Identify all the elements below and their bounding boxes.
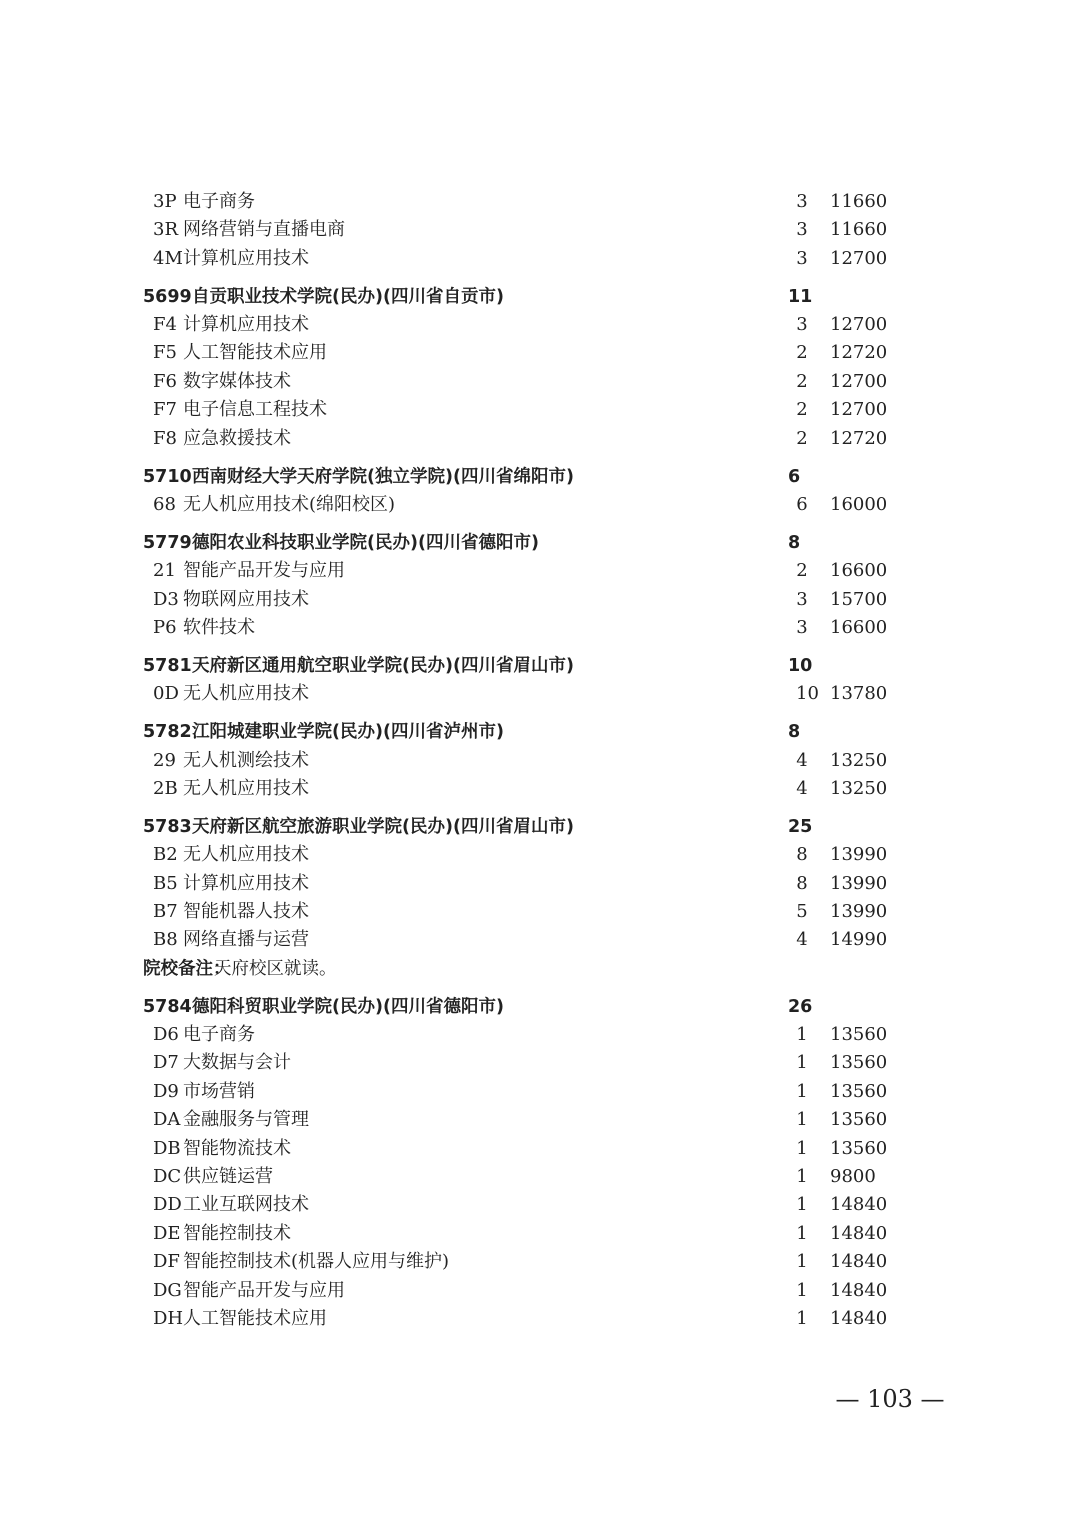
major-tuition: 12700 <box>830 314 888 336</box>
major-code: DH <box>153 1307 184 1329</box>
major-tuition: 12720 <box>830 342 888 364</box>
major-name: 无人机应用技术(绵阳校区) <box>183 493 396 515</box>
major-tuition: 12700 <box>830 399 888 421</box>
major-tuition: 11660 <box>830 191 888 212</box>
major-row <box>0 1106 1080 1134</box>
major-name: 智能物流技术 <box>183 1137 291 1159</box>
major-code: D9 <box>153 1080 179 1102</box>
major-tuition: 13250 <box>830 749 888 771</box>
school-header-row <box>0 718 1080 746</box>
major-code: F5 <box>153 342 177 364</box>
major-tuition: 14840 <box>830 1222 888 1244</box>
school-group <box>0 652 1080 709</box>
major-plan-count: 2 <box>796 399 808 421</box>
major-plan-count: 3 <box>796 191 808 212</box>
school-name: 德阳科贸职业学院(民办)(四川省德阳市) <box>192 996 504 1017</box>
school-group <box>0 993 1080 1334</box>
major-tuition: 12700 <box>830 370 888 392</box>
major-plan-count: 3 <box>796 219 808 241</box>
major-plan-count: 1 <box>796 1024 808 1046</box>
major-tuition: 13990 <box>830 872 888 894</box>
major-tuition: 13990 <box>830 900 888 922</box>
major-plan-count: 1 <box>796 1279 808 1301</box>
major-row <box>0 775 1080 803</box>
major-code: 4M <box>153 247 183 269</box>
major-plan-count: 1 <box>796 1166 808 1187</box>
school-group <box>0 529 1080 643</box>
major-code: 21 <box>153 560 176 582</box>
major-code: DG <box>153 1279 182 1301</box>
school-code: 5779 <box>143 532 192 553</box>
major-code: B5 <box>153 872 178 894</box>
major-tuition: 9800 <box>830 1166 876 1187</box>
major-code: 3P <box>153 191 177 212</box>
major-plan-count: 3 <box>796 314 808 336</box>
major-plan-count: 6 <box>796 493 808 515</box>
major-row <box>0 926 1080 954</box>
major-plan-count: 1 <box>796 1251 808 1273</box>
major-tuition: 13250 <box>830 777 888 799</box>
major-row <box>0 586 1080 614</box>
major-plan-count: 1 <box>796 1222 808 1244</box>
major-row <box>0 491 1080 519</box>
school-code: 5699 <box>143 286 192 307</box>
major-plan-count: 3 <box>796 588 808 610</box>
major-code: P6 <box>153 616 177 638</box>
major-tuition: 14840 <box>830 1194 888 1216</box>
major-row <box>0 870 1080 898</box>
major-row <box>0 339 1080 367</box>
major-name: 网络营销与直播电商 <box>183 219 345 241</box>
major-name: 无人机测绘技术 <box>183 749 309 771</box>
major-plan-count: 4 <box>796 777 808 799</box>
major-name: 工业互联网技术 <box>183 1194 309 1216</box>
major-tuition: 11660 <box>830 219 888 241</box>
major-tuition: 12720 <box>830 427 888 449</box>
major-plan-count: 1 <box>796 1109 808 1131</box>
major-code: DF <box>153 1251 180 1273</box>
major-name: 计算机应用技术 <box>183 872 309 894</box>
major-row <box>0 614 1080 642</box>
major-name: 电子信息工程技术 <box>183 399 327 421</box>
school-group <box>0 813 1080 983</box>
major-tuition: 12700 <box>830 247 888 269</box>
school-note-text: 天府校区就读。 <box>214 958 337 979</box>
school-name: 江阳城建职业学院(民办)(四川省泸州市) <box>192 722 504 743</box>
school-plan-count: 11 <box>788 286 813 307</box>
major-code: DB <box>153 1137 181 1159</box>
major-tuition: 16000 <box>830 493 888 515</box>
major-row <box>0 1220 1080 1248</box>
school-name: 自贡职业技术学院(民办)(四川省自贡市) <box>192 286 504 307</box>
major-code: DD <box>153 1194 182 1216</box>
major-name: 电子商务 <box>183 1024 255 1046</box>
school-name: 天府新区航空旅游职业学院(民办)(四川省眉山市) <box>192 816 574 837</box>
major-tuition: 14840 <box>830 1251 888 1273</box>
school-plan-count: 25 <box>788 816 813 837</box>
major-row <box>0 841 1080 869</box>
school-header-row <box>0 813 1080 841</box>
school-plan-count: 10 <box>788 655 813 676</box>
school-group <box>0 463 1080 520</box>
major-row <box>0 898 1080 926</box>
major-tuition: 16600 <box>830 616 888 638</box>
major-name: 智能产品开发与应用 <box>183 560 345 582</box>
major-plan-count: 10 <box>796 683 819 705</box>
major-row <box>0 1277 1080 1305</box>
major-plan-count: 5 <box>796 900 808 922</box>
major-plan-count: 3 <box>796 616 808 638</box>
major-row <box>0 188 1080 216</box>
major-tuition: 15700 <box>830 588 888 610</box>
school-header-row <box>0 652 1080 680</box>
major-row <box>0 311 1080 339</box>
school-group <box>0 188 1080 273</box>
major-plan-count: 1 <box>796 1052 808 1074</box>
major-row <box>0 216 1080 244</box>
major-code: B7 <box>153 900 178 922</box>
major-tuition: 14840 <box>830 1279 888 1301</box>
school-plan-count: 6 <box>788 466 801 487</box>
major-row <box>0 1191 1080 1219</box>
major-plan-count: 2 <box>796 560 808 582</box>
major-tuition: 13560 <box>830 1137 888 1159</box>
major-plan-count: 1 <box>796 1137 808 1159</box>
major-plan-count: 8 <box>796 872 808 894</box>
major-name: 物联网应用技术 <box>183 588 309 610</box>
major-row <box>0 245 1080 273</box>
major-row <box>0 1021 1080 1049</box>
major-plan-count: 8 <box>796 844 808 866</box>
major-row <box>0 1049 1080 1077</box>
major-name: 网络直播与运营 <box>183 929 309 951</box>
major-code: D3 <box>153 588 179 610</box>
major-row <box>0 1248 1080 1276</box>
major-row <box>0 747 1080 775</box>
major-code: 0D <box>153 683 179 705</box>
school-group <box>0 283 1080 453</box>
major-row <box>0 1163 1080 1191</box>
school-group <box>0 718 1080 803</box>
major-code: 2B <box>153 777 178 799</box>
major-row <box>0 1305 1080 1333</box>
major-row <box>0 1078 1080 1106</box>
major-name: 应急救援技术 <box>183 427 291 449</box>
school-note <box>0 955 1080 983</box>
major-name: 无人机应用技术 <box>183 683 309 705</box>
page-number: — 103 — <box>835 1385 945 1413</box>
major-code: 3R <box>153 219 179 241</box>
major-name: 智能控制技术(机器人应用与维护) <box>183 1251 450 1273</box>
major-code: DE <box>153 1222 181 1244</box>
major-tuition: 13990 <box>830 844 888 866</box>
major-name: 市场营销 <box>183 1080 255 1102</box>
school-plan-count: 8 <box>788 532 801 553</box>
major-row <box>0 425 1080 453</box>
major-row <box>0 1135 1080 1163</box>
school-name: 天府新区通用航空职业学院(民办)(四川省眉山市) <box>192 655 574 676</box>
major-tuition: 13560 <box>830 1052 888 1074</box>
major-name: 无人机应用技术 <box>183 777 309 799</box>
major-tuition: 13560 <box>830 1080 888 1102</box>
major-plan-count: 2 <box>796 427 808 449</box>
major-name: 智能机器人技术 <box>183 900 309 922</box>
school-note-label: 院校备注： <box>143 958 231 979</box>
school-name: 德阳农业科技职业学院(民办)(四川省德阳市) <box>192 532 539 553</box>
major-plan-count: 1 <box>796 1307 808 1329</box>
major-tuition: 14840 <box>830 1307 888 1329</box>
major-plan-count: 3 <box>796 247 808 269</box>
major-name: 人工智能技术应用 <box>183 342 327 364</box>
major-plan-count: 1 <box>796 1080 808 1102</box>
major-name: 智能产品开发与应用 <box>183 1279 345 1301</box>
major-code: 29 <box>153 749 176 771</box>
school-code: 5781 <box>143 655 192 676</box>
major-code: B2 <box>153 844 178 866</box>
major-tuition: 16600 <box>830 560 888 582</box>
major-code: B8 <box>153 929 178 951</box>
major-code: DA <box>153 1109 181 1131</box>
school-header-row <box>0 283 1080 311</box>
major-name: 数字媒体技术 <box>183 370 291 392</box>
major-name: 计算机应用技术 <box>183 247 309 269</box>
major-plan-count: 2 <box>796 342 808 364</box>
school-plan-count: 8 <box>788 722 801 743</box>
major-plan-count: 2 <box>796 370 808 392</box>
major-code: D7 <box>153 1052 179 1074</box>
major-code: D6 <box>153 1024 179 1046</box>
major-row <box>0 396 1080 424</box>
major-row <box>0 368 1080 396</box>
major-name: 大数据与会计 <box>183 1052 291 1074</box>
major-code: 68 <box>153 493 176 515</box>
major-name: 计算机应用技术 <box>183 314 309 336</box>
major-plan-count: 1 <box>796 1194 808 1216</box>
major-tuition: 14990 <box>830 929 888 951</box>
school-code: 5710 <box>143 466 192 487</box>
major-name: 无人机应用技术 <box>183 844 309 866</box>
school-code: 5783 <box>143 816 192 837</box>
school-code: 5784 <box>143 996 192 1017</box>
major-tuition: 13560 <box>830 1109 888 1131</box>
admission-plan-table <box>0 188 1080 1333</box>
major-code: DC <box>153 1166 182 1187</box>
school-header-row <box>0 463 1080 491</box>
major-code: F7 <box>153 399 177 421</box>
major-code: F8 <box>153 427 177 449</box>
school-code: 5782 <box>143 722 192 743</box>
major-name: 智能控制技术 <box>183 1222 291 1244</box>
school-header-row <box>0 993 1080 1021</box>
major-row <box>0 680 1080 708</box>
major-name: 电子商务 <box>183 191 255 212</box>
major-name: 软件技术 <box>183 616 255 638</box>
major-plan-count: 4 <box>796 749 808 771</box>
school-plan-count: 26 <box>788 996 813 1017</box>
major-tuition: 13780 <box>830 683 888 705</box>
school-name: 西南财经大学天府学院(独立学院)(四川省绵阳市) <box>192 466 574 487</box>
major-name: 人工智能技术应用 <box>183 1307 327 1329</box>
major-tuition: 13560 <box>830 1024 888 1046</box>
major-name: 供应链运营 <box>183 1166 273 1187</box>
major-code: F6 <box>153 370 177 392</box>
major-row <box>0 557 1080 585</box>
major-plan-count: 4 <box>796 929 808 951</box>
major-code: F4 <box>153 314 177 336</box>
major-name: 金融服务与管理 <box>183 1109 309 1131</box>
school-header-row <box>0 529 1080 557</box>
